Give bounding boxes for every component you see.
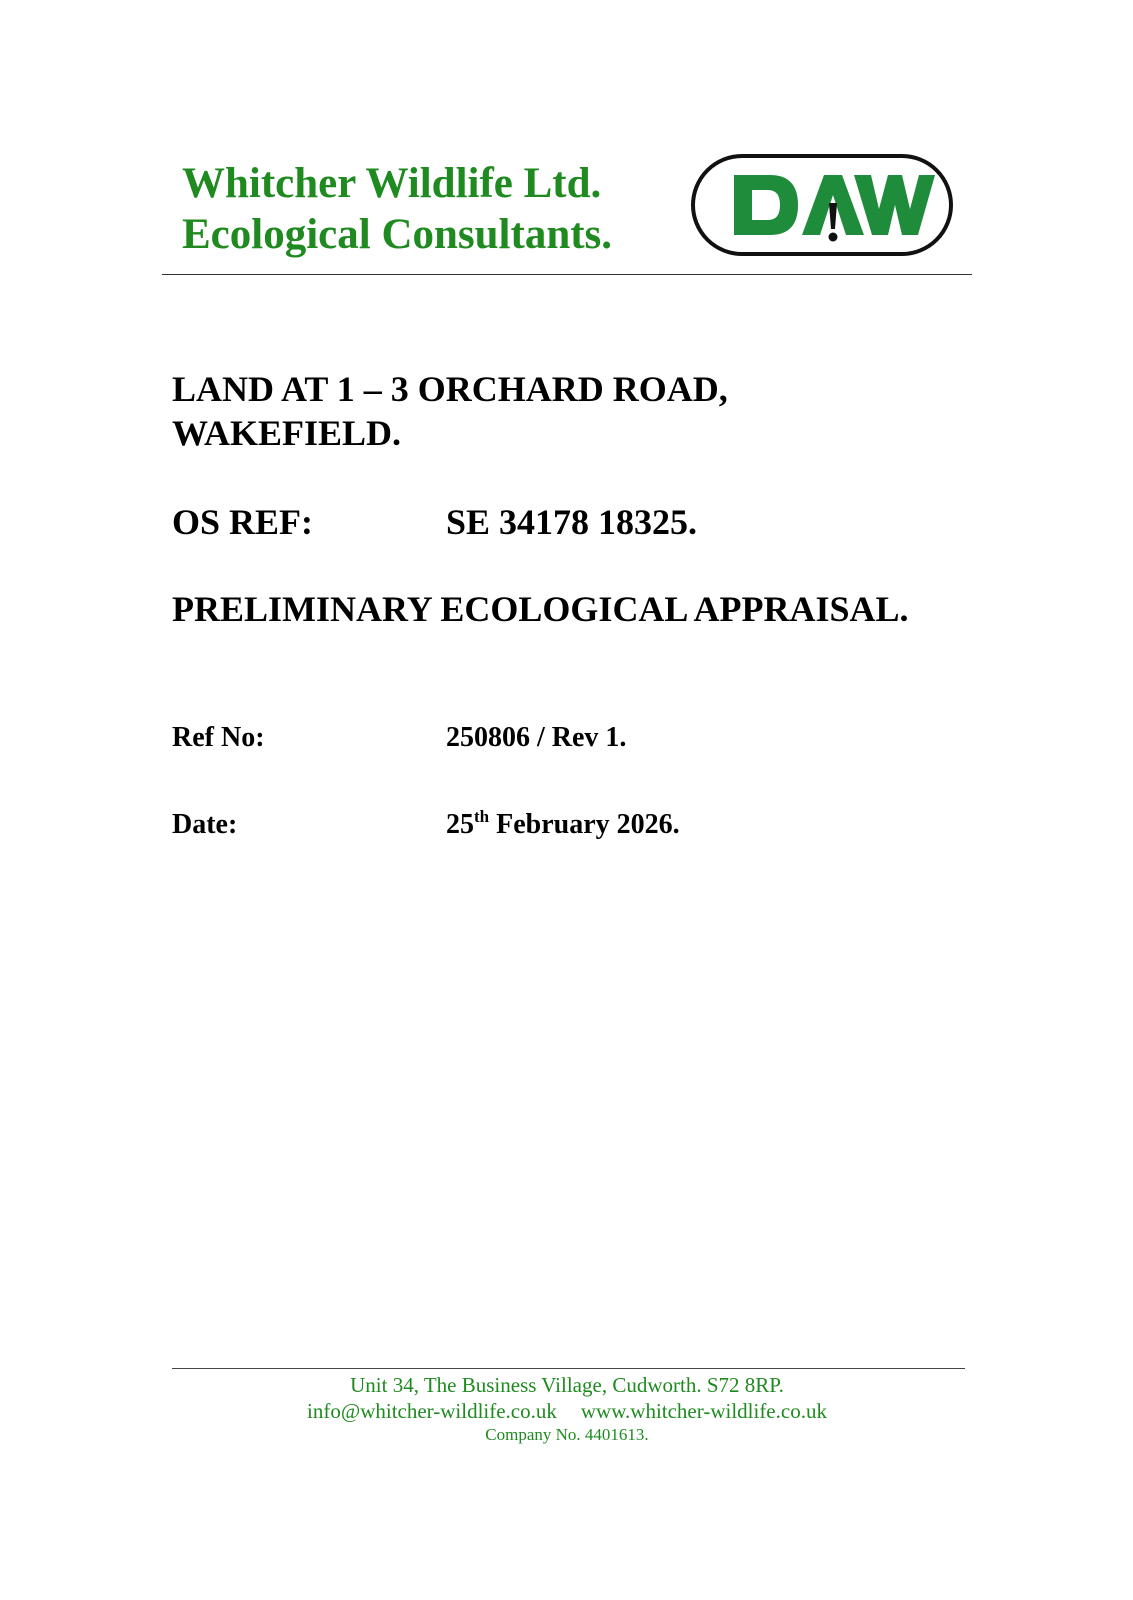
footer-address: Unit 34, The Business Village, Cudworth. S72 8RP.: [350, 1373, 784, 1397]
footer-email: info@whitcher-wildlife.co.uk: [307, 1399, 557, 1423]
date-label: Date:: [172, 809, 238, 840]
os-ref-value: SE 34178 18325.: [446, 502, 698, 542]
site-title: [172, 367, 972, 455]
ref-no-label: Ref No:: [172, 722, 265, 753]
daw-logo-icon: [690, 153, 954, 257]
site-title-line-1: LAND AT 1 – 3 ORCHARD ROAD,: [172, 369, 728, 409]
header-divider: [162, 274, 972, 275]
footer-company-number: Company No. 4401613.: [485, 1425, 649, 1444]
os-reference-row: [172, 500, 972, 544]
os-ref-label: OS REF:: [172, 502, 314, 542]
date-day-suffix: th: [474, 807, 490, 826]
date-day: 25: [446, 809, 474, 840]
company-name: [182, 158, 682, 260]
site-title-line-2: WAKEFIELD.: [172, 413, 402, 453]
ref-no-value: 250806 / Rev 1.: [446, 722, 627, 753]
date-value: [446, 808, 680, 842]
footer-divider: [172, 1368, 965, 1369]
report-heading: PRELIMINARY ECOLOGICAL APPRAISAL.: [172, 589, 909, 629]
date-month-year: February 2026.: [489, 809, 680, 840]
company-name-line-1: Whitcher Wildlife Ltd.: [182, 160, 602, 207]
company-name-line-2: Ecological Consultants.: [182, 211, 613, 258]
footer-contact-line: [162, 1398, 972, 1424]
date-row: [172, 808, 972, 842]
reference-number-row: [172, 721, 972, 755]
footer-website: www.whitcher-wildlife.co.uk: [580, 1399, 827, 1423]
